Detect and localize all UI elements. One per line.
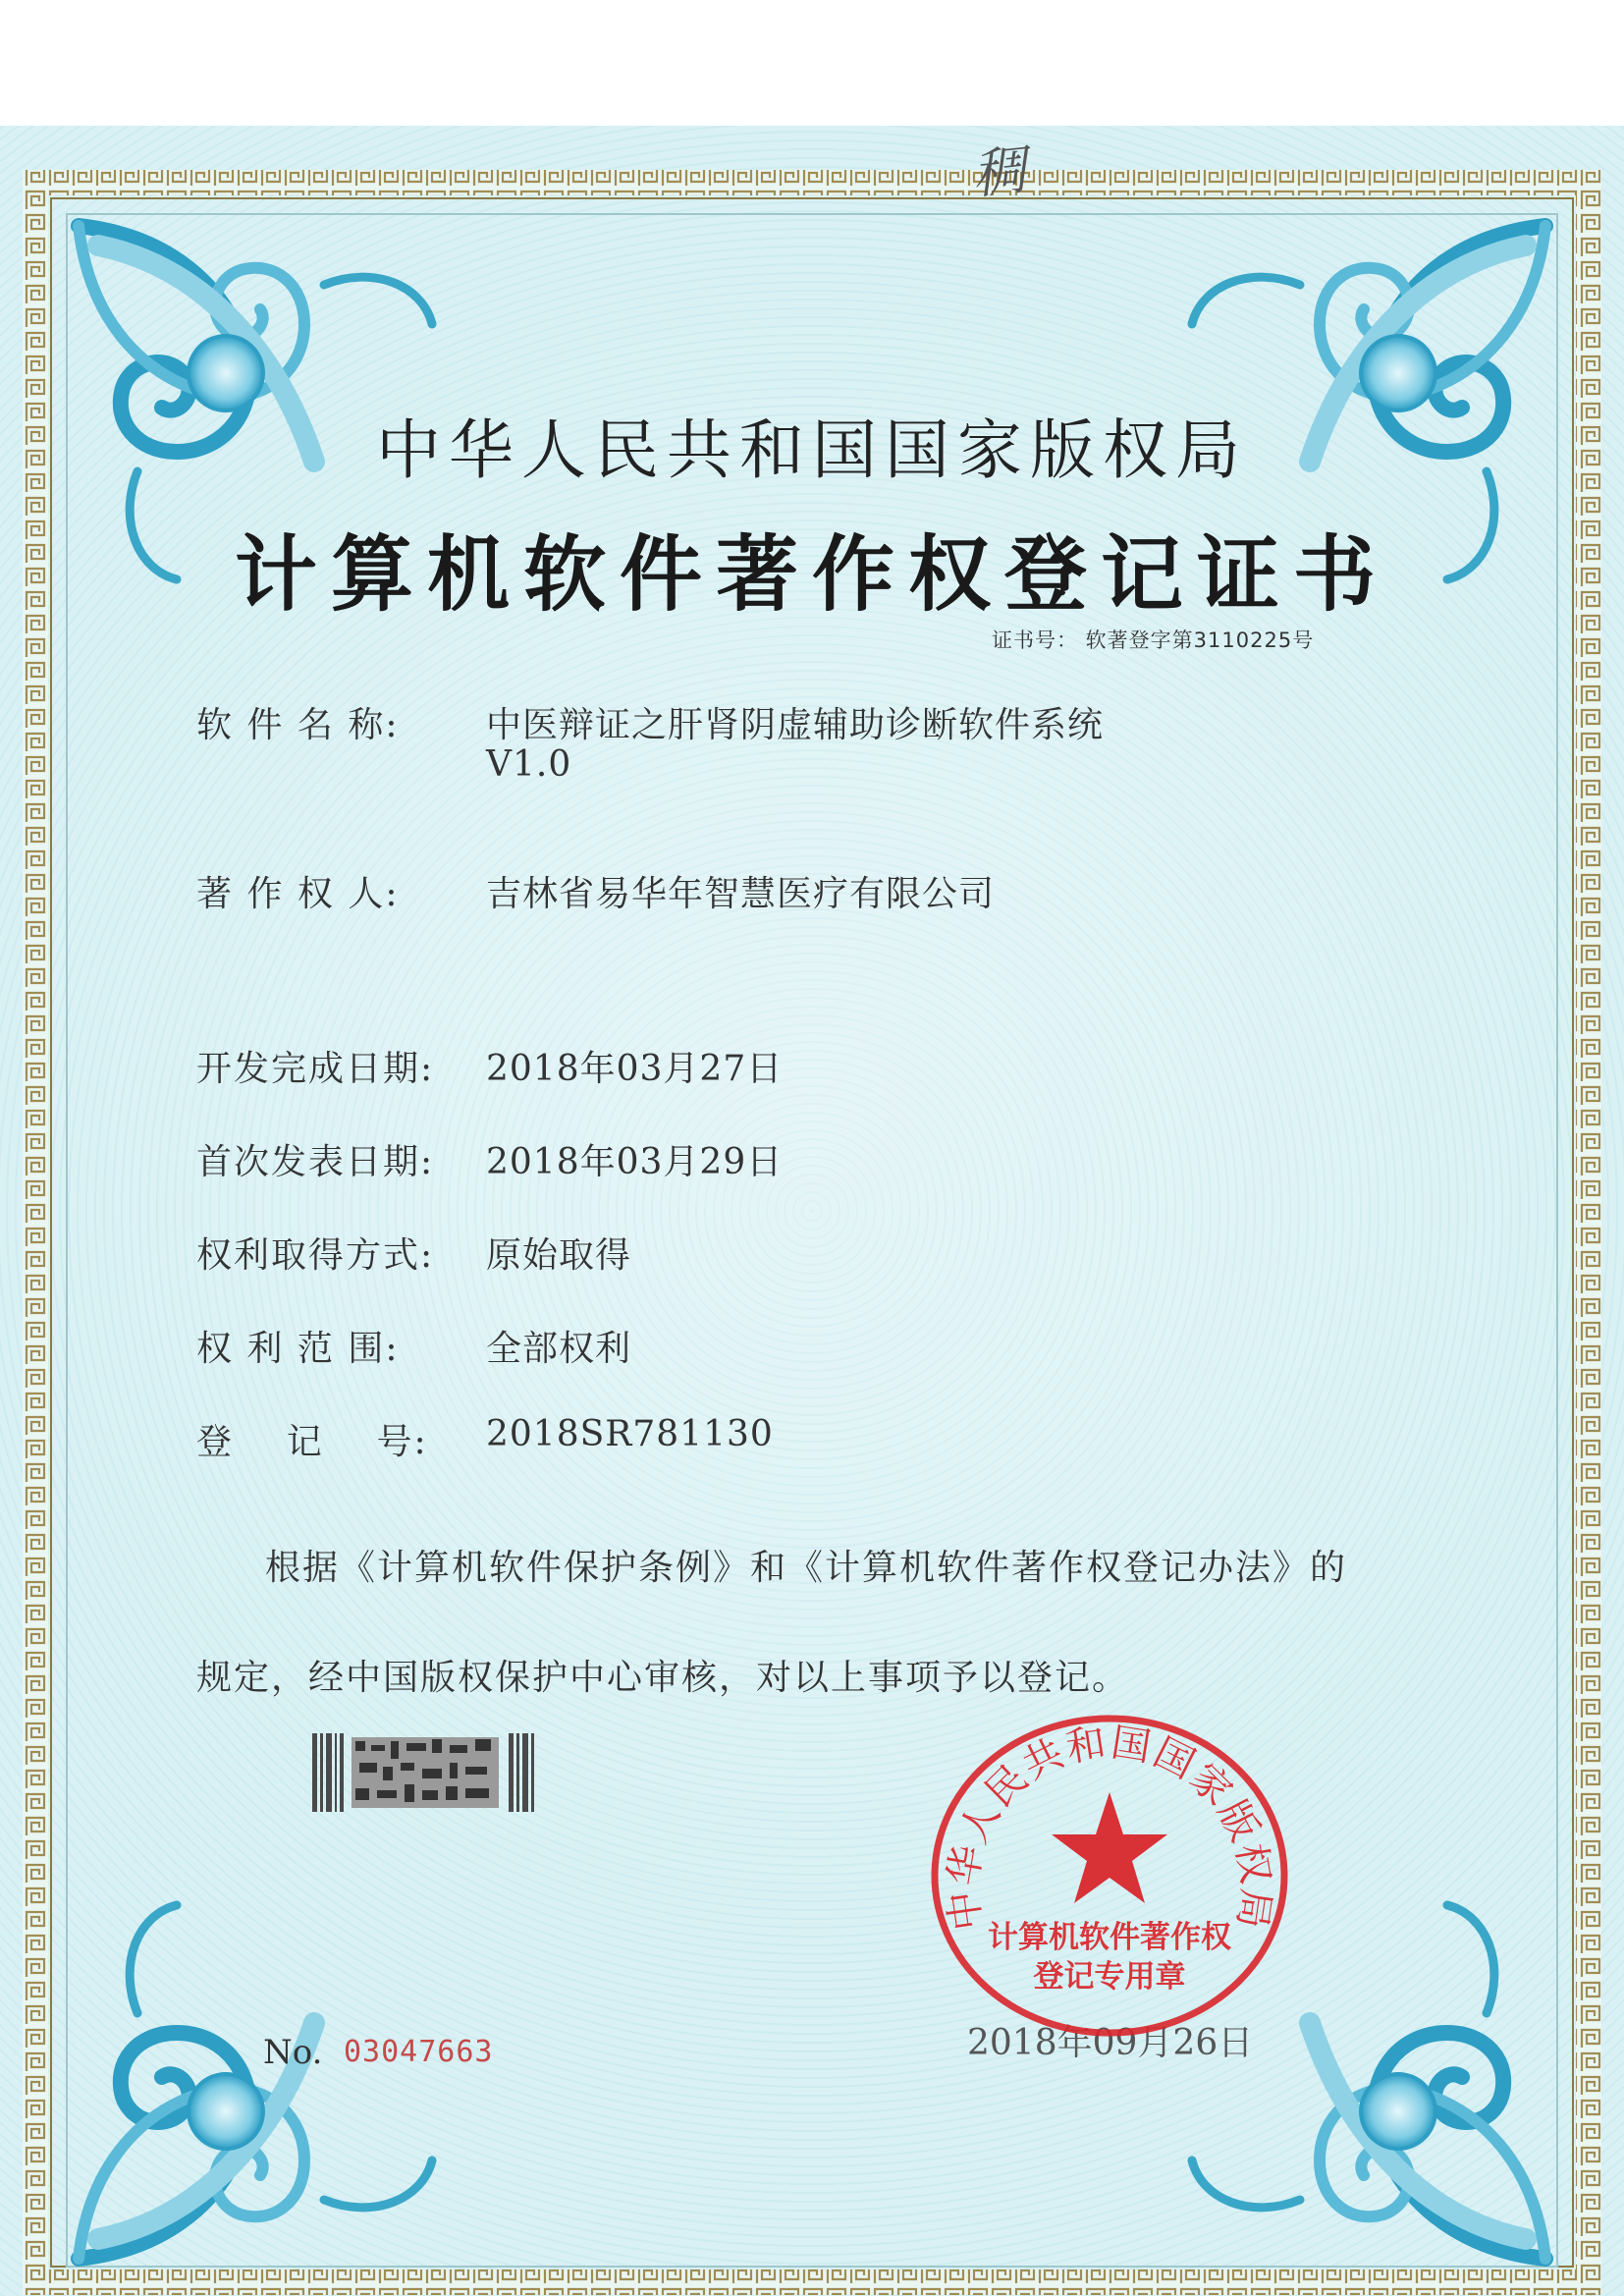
software-name-value: 中医辩证之肝肾阴虚辅助诊断软件系统 [486, 705, 1105, 745]
svg-text:中华人民共和国国家版权局: 中华人民共和国国家版权局 [940, 1720, 1279, 1934]
acquisition-method-label: 权利取得方式: [196, 1235, 435, 1276]
completion-date-label: 开发完成日期: [196, 1049, 435, 1089]
acquisition-method-value: 原始取得 [486, 1235, 632, 1276]
handwritten-mark: 稠 [969, 138, 1029, 206]
copyright-owner-value: 吉林省易华年智慧医疗有限公司 [486, 874, 996, 914]
software-name-label: 软 件 名 称: [196, 705, 400, 745]
certificate-title: 计算机软件著作权登记证书 [234, 525, 1389, 623]
serial-number: 03047663 [344, 2035, 494, 2069]
publication-date-value: 2018年03月29日 [486, 1142, 784, 1182]
rights-scope-value: 全部权利 [486, 1329, 632, 1369]
issue-date: 2018年09月26日 [967, 2023, 1254, 2063]
rights-scope-label: 权 利 范 围: [196, 1329, 400, 1369]
completion-date-value: 2018年03月27日 [486, 1049, 784, 1089]
svg-text:登记专用章: 登记专用章 [1033, 1959, 1186, 1995]
issuing-authority: 中华人民共和国国家版权局 [376, 412, 1248, 488]
star-icon [1052, 1792, 1167, 1903]
software-version-value: V1.0 [486, 744, 572, 785]
barcode [312, 1733, 536, 1812]
publication-date-label: 首次发表日期: [196, 1142, 435, 1182]
certificate-number: 证书号： 软著登字第3110225号 [992, 629, 1315, 652]
svg-text:计算机软件著作权: 计算机软件著作权 [988, 1920, 1231, 1955]
registration-number-label: 登 记 号: [196, 1422, 428, 1462]
statement-line-1: 根据《计算机软件保护条例》和《计算机软件著作权登记办法》的 [265, 1548, 1348, 1588]
copyright-owner-label: 著 作 权 人: [196, 874, 400, 914]
serial-label: No. [263, 2033, 323, 2072]
official-seal [928, 1714, 1291, 2038]
registration-number-value: 2018SR781130 [486, 1414, 774, 1454]
statement-line-2: 规定，经中国版权保护中心审核，对以上事项予以登记。 [196, 1658, 1130, 1698]
